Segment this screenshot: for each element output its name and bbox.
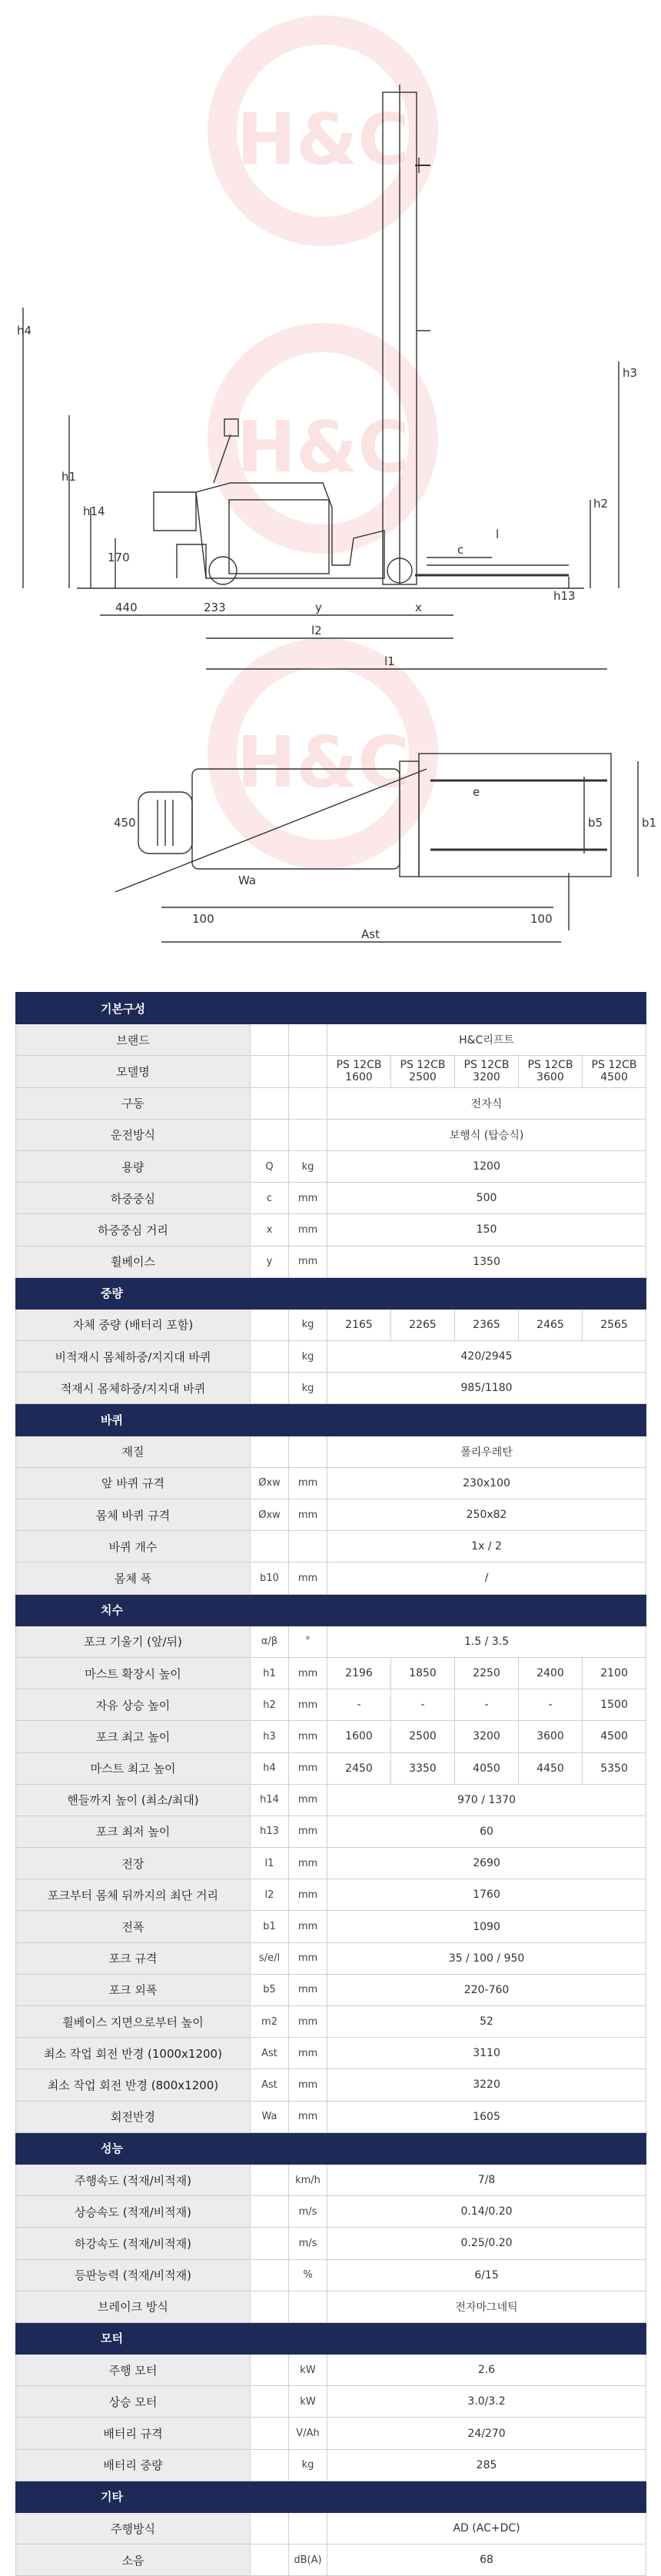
spec-label: 바퀴 개수 <box>16 1531 251 1563</box>
spec-value: 2.6 <box>327 2355 646 2386</box>
spec-value: 285 <box>327 2449 646 2481</box>
spec-value: 2565 <box>583 1309 646 1340</box>
spec-label: 핸들까지 높이 (최소/최대) <box>16 1784 251 1816</box>
spec-unit: mm <box>289 1214 327 1246</box>
dim-100-right: 100 <box>530 912 553 926</box>
spec-unit: mm <box>289 2006 327 2038</box>
spec-symbol <box>251 1341 289 1373</box>
dim-wa: Wa <box>238 874 257 887</box>
spec-label: 몸체 바퀴 규격 <box>16 1499 251 1531</box>
spec-label: 전장 <box>16 1848 251 1879</box>
spec-label: 자체 중량 (배터리 포함) <box>16 1309 251 1340</box>
spec-symbol: y <box>251 1246 289 1277</box>
spec-row <box>16 1942 646 1974</box>
spec-unit <box>289 2291 327 2322</box>
spec-row <box>16 2006 646 2038</box>
spec-label: 적재시 몸체하중/지지대 바퀴 <box>16 1373 251 1404</box>
spec-symbol: l1 <box>251 1848 289 1879</box>
spec-value: 2465 <box>519 1309 583 1340</box>
spec-symbol: l2 <box>251 1879 289 1911</box>
section-header <box>16 1404 646 1436</box>
dim-h4: h4 <box>17 324 32 338</box>
dim-h2: h2 <box>593 497 609 511</box>
spec-symbol: h14 <box>251 1784 289 1816</box>
spec-value: 0.14/0.20 <box>327 2196 646 2228</box>
spec-unit <box>289 1531 327 1563</box>
spec-label: 자유 상승 높이 <box>16 1689 251 1721</box>
spec-value: PS 12CB 1600 <box>327 1056 391 1087</box>
spec-symbol: c <box>251 1183 289 1214</box>
spec-unit: mm <box>289 1879 327 1911</box>
spec-value: 2500 <box>391 1721 455 1752</box>
spec-row <box>16 1214 646 1246</box>
spec-value: 1600 <box>327 1721 391 1752</box>
spec-unit: mm <box>289 1183 327 1214</box>
spec-label: 포크 최저 높이 <box>16 1816 251 1847</box>
spec-row <box>16 2291 646 2322</box>
spec-value: / <box>327 1563 646 1594</box>
spec-value: 4500 <box>583 1721 646 1752</box>
spec-value: 5350 <box>583 1752 646 1784</box>
spec-value: PS 12CB 2500 <box>391 1056 455 1087</box>
spec-label: 브레이크 방식 <box>16 2291 251 2322</box>
spec-label: 마스트 확장시 높이 <box>16 1657 251 1689</box>
spec-symbol: Øxw <box>251 1499 289 1531</box>
spec-label: 용량 <box>16 1150 251 1182</box>
spec-value: 2196 <box>327 1657 391 1689</box>
spec-value: - <box>455 1689 519 1721</box>
spec-row <box>16 1499 646 1531</box>
spec-symbol <box>251 2259 289 2291</box>
spec-unit <box>289 1087 327 1119</box>
section-header <box>16 2132 646 2164</box>
section-header <box>16 1594 646 1626</box>
spec-value: 24/270 <box>327 2418 646 2449</box>
spec-symbol: b5 <box>251 1974 289 2005</box>
section-header <box>16 1277 646 1309</box>
spec-value: 보행식 (탑승식) <box>327 1119 646 1150</box>
spec-row <box>16 1563 646 1594</box>
spec-row <box>16 2259 646 2291</box>
spec-value: 전자식 <box>327 1087 646 1119</box>
dim-c: c <box>457 543 464 557</box>
dim-h1: h1 <box>61 470 77 484</box>
dim-e: e <box>473 785 480 799</box>
spec-value: 7/8 <box>327 2164 646 2195</box>
spec-unit: kg <box>289 1150 327 1182</box>
spec-unit: mm <box>289 1752 327 1784</box>
spec-unit <box>289 1436 327 1467</box>
spec-value: 4450 <box>519 1752 583 1784</box>
spec-row <box>16 2101 646 2132</box>
spec-label: 포크 규격 <box>16 1942 251 1974</box>
spec-symbol: α/β <box>251 1626 289 1657</box>
watermark-logo: H&C <box>208 323 438 554</box>
spec-row <box>16 1879 646 1911</box>
spec-symbol <box>251 1436 289 1467</box>
spec-row <box>16 1531 646 1563</box>
spec-value: AD (AC+DC) <box>327 2513 646 2544</box>
spec-symbol <box>251 1373 289 1404</box>
spec-table <box>15 992 646 2576</box>
spec-row <box>16 1246 646 1277</box>
spec-label: 포크부터 몸체 뒤까지의 최단 거리 <box>16 1879 251 1911</box>
spec-label: 모델명 <box>16 1056 251 1087</box>
spec-value: 1850 <box>391 1657 455 1689</box>
spec-value: 2690 <box>327 1848 646 1879</box>
spec-row <box>16 1816 646 1847</box>
spec-value: 35 / 100 / 950 <box>327 1942 646 1974</box>
spec-unit: mm <box>289 2069 327 2101</box>
spec-label: 전폭 <box>16 1911 251 1942</box>
spec-label: 구동 <box>16 1087 251 1119</box>
spec-row <box>16 1689 646 1721</box>
spec-row <box>16 1119 646 1150</box>
spec-label: 하강속도 (적재/비적재) <box>16 2228 251 2259</box>
section-title: 기본구성 <box>16 993 646 1024</box>
spec-row <box>16 2513 646 2544</box>
spec-unit: mm <box>289 1974 327 2005</box>
spec-value: 1090 <box>327 1911 646 1942</box>
spec-value: 970 / 1370 <box>327 1784 646 1816</box>
spec-row <box>16 2228 646 2259</box>
spec-symbol: h4 <box>251 1752 289 1784</box>
spec-row <box>16 1341 646 1373</box>
spec-label: 포크 기울기 (앞/뒤) <box>16 1626 251 1657</box>
section-title: 성능 <box>16 2132 646 2164</box>
spec-symbol: Wa <box>251 2101 289 2132</box>
spec-symbol <box>251 1087 289 1119</box>
spec-label: 주행속도 (적재/비적재) <box>16 2164 251 2195</box>
spec-row <box>16 1657 646 1689</box>
spec-unit: mm <box>289 1499 327 1531</box>
spec-unit <box>289 1119 327 1150</box>
spec-row <box>16 1309 646 1340</box>
spec-unit: mm <box>289 1246 327 1277</box>
spec-symbol <box>251 1309 289 1340</box>
spec-value: - <box>327 1689 391 1721</box>
spec-row <box>16 1974 646 2005</box>
dim-l2: l2 <box>311 624 322 637</box>
spec-row <box>16 1087 646 1119</box>
spec-value: 2365 <box>455 1309 519 1340</box>
spec-label: 주행방식 <box>16 2513 251 2544</box>
spec-unit: kg <box>289 2449 327 2481</box>
spec-label: 주행 모터 <box>16 2355 251 2386</box>
spec-unit: kW <box>289 2355 327 2386</box>
spec-symbol: Q <box>251 1150 289 1182</box>
spec-symbol: x <box>251 1214 289 1246</box>
dim-450: 450 <box>114 816 136 830</box>
spec-unit <box>289 2513 327 2544</box>
spec-row <box>16 1911 646 1942</box>
section-title: 기타 <box>16 2481 646 2512</box>
watermark-logo: H&C <box>208 15 438 246</box>
spec-unit: mm <box>289 1816 327 1847</box>
spec-label: 최소 작업 회전 반경 (1000x1200) <box>16 2038 251 2069</box>
spec-unit: mm <box>289 1689 327 1721</box>
section-title: 치수 <box>16 1594 646 1626</box>
spec-symbol <box>251 2291 289 2322</box>
dim-b1: b1 <box>642 816 657 830</box>
spec-label: 배터리 규격 <box>16 2418 251 2449</box>
spec-symbol: h2 <box>251 1689 289 1721</box>
spec-unit: mm <box>289 1942 327 1974</box>
spec-value: 420/2945 <box>327 1341 646 1373</box>
spec-label: 비적재시 몸체하중/지지대 바퀴 <box>16 1341 251 1373</box>
spec-unit: ° <box>289 1626 327 1657</box>
spec-row <box>16 2069 646 2101</box>
spec-value: 2450 <box>327 1752 391 1784</box>
spec-value: 1200 <box>327 1150 646 1182</box>
section-title: 중량 <box>16 1277 646 1309</box>
spec-row <box>16 2544 646 2576</box>
spec-value: 3220 <box>327 2069 646 2101</box>
spec-value: 985/1180 <box>327 1373 646 1404</box>
technical-drawing <box>0 0 661 969</box>
spec-row <box>16 1848 646 1879</box>
spec-symbol <box>251 2355 289 2386</box>
spec-unit: V/Ah <box>289 2418 327 2449</box>
spec-value: 3350 <box>391 1752 455 1784</box>
spec-symbol <box>251 1024 289 1056</box>
spec-value: 1605 <box>327 2101 646 2132</box>
spec-row <box>16 2418 646 2449</box>
spec-value: 3600 <box>519 1721 583 1752</box>
spec-unit: m/s <box>289 2228 327 2259</box>
spec-label: 몸체 폭 <box>16 1563 251 1594</box>
spec-value: - <box>519 1689 583 1721</box>
spec-row <box>16 1056 646 1087</box>
section-header <box>16 2481 646 2512</box>
dim-b5: b5 <box>588 816 603 830</box>
spec-unit: kg <box>289 1373 327 1404</box>
spec-unit: mm <box>289 1848 327 1879</box>
spec-row <box>16 1721 646 1752</box>
spec-value: 1350 <box>327 1246 646 1277</box>
dim-h14: h14 <box>83 504 105 518</box>
spec-unit: mm <box>289 1911 327 1942</box>
dim-l1: l1 <box>384 654 395 668</box>
spec-value: 68 <box>327 2544 646 2576</box>
spec-value: 0.25/0.20 <box>327 2228 646 2259</box>
spec-label: 회전반경 <box>16 2101 251 2132</box>
spec-row <box>16 2196 646 2228</box>
dim-x: x <box>415 601 422 614</box>
forklift-diagram <box>0 0 661 969</box>
spec-label: 배터리 중량 <box>16 2449 251 2481</box>
dim-y: y <box>315 601 322 614</box>
spec-unit: mm <box>289 1721 327 1752</box>
dim-100-left: 100 <box>192 912 214 926</box>
spec-symbol <box>251 2513 289 2544</box>
spec-value: 2165 <box>327 1309 391 1340</box>
watermark-logo: H&C <box>208 638 438 869</box>
spec-value: 220-760 <box>327 1974 646 2005</box>
spec-symbol <box>251 2544 289 2576</box>
spec-value: 폴리우레탄 <box>327 1436 646 1467</box>
spec-value: 3200 <box>455 1721 519 1752</box>
spec-label: 등판능력 (적재/비적재) <box>16 2259 251 2291</box>
spec-symbol <box>251 1119 289 1150</box>
spec-value: 250x82 <box>327 1499 646 1531</box>
spec-label: 브랜드 <box>16 1024 251 1056</box>
spec-label: 상승 모터 <box>16 2386 251 2418</box>
spec-value: 6/15 <box>327 2259 646 2291</box>
spec-label: 앞 바퀴 규격 <box>16 1467 251 1499</box>
spec-value: H&C리프트 <box>327 1024 646 1056</box>
spec-symbol <box>251 1056 289 1087</box>
spec-symbol: h13 <box>251 1816 289 1847</box>
spec-label: 포크 최고 높이 <box>16 1721 251 1752</box>
spec-row <box>16 2449 646 2481</box>
spec-row <box>16 2164 646 2195</box>
spec-value: 3.0/3.2 <box>327 2386 646 2418</box>
spec-unit: % <box>289 2259 327 2291</box>
spec-unit: mm <box>289 1784 327 1816</box>
spec-row <box>16 2355 646 2386</box>
spec-value: 2265 <box>391 1309 455 1340</box>
spec-row <box>16 1752 646 1784</box>
spec-row <box>16 1150 646 1182</box>
spec-symbol: Ast <box>251 2069 289 2101</box>
spec-unit: mm <box>289 1563 327 1594</box>
spec-symbol: h3 <box>251 1721 289 1752</box>
spec-label: 소음 <box>16 2544 251 2576</box>
spec-value: 500 <box>327 1183 646 1214</box>
section-title: 모터 <box>16 2322 646 2354</box>
spec-value: 전자마그네틱 <box>327 2291 646 2322</box>
spec-value: 2400 <box>519 1657 583 1689</box>
spec-label: 하중중심 <box>16 1183 251 1214</box>
section-title: 바퀴 <box>16 1404 646 1436</box>
spec-value: - <box>391 1689 455 1721</box>
spec-label: 최소 작업 회전 반경 (800x1200) <box>16 2069 251 2101</box>
spec-unit: mm <box>289 1467 327 1499</box>
spec-label: 휠베이스 지면으로부터 높이 <box>16 2006 251 2038</box>
spec-symbol: s/e/l <box>251 1942 289 1974</box>
spec-row <box>16 1183 646 1214</box>
spec-value: 2250 <box>455 1657 519 1689</box>
spec-value: 60 <box>327 1816 646 1847</box>
spec-symbol: b10 <box>251 1563 289 1594</box>
dim-h3: h3 <box>623 366 638 380</box>
spec-row <box>16 1373 646 1404</box>
spec-row <box>16 2038 646 2069</box>
spec-row <box>16 2386 646 2418</box>
spec-value: 1760 <box>327 1879 646 1911</box>
spec-row <box>16 1467 646 1499</box>
spec-unit: mm <box>289 2038 327 2069</box>
spec-symbol <box>251 2386 289 2418</box>
spec-value: PS 12CB 4500 <box>583 1056 646 1087</box>
spec-unit: mm <box>289 1657 327 1689</box>
spec-value: 52 <box>327 2006 646 2038</box>
section-header <box>16 993 646 1024</box>
spec-label: 마스트 최고 높이 <box>16 1752 251 1784</box>
spec-symbol: Øxw <box>251 1467 289 1499</box>
spec-row <box>16 1436 646 1467</box>
dim-l: l <box>496 528 500 541</box>
dim-440: 440 <box>115 601 138 614</box>
spec-unit: kg <box>289 1341 327 1373</box>
spec-symbol <box>251 2449 289 2481</box>
spec-row <box>16 1784 646 1816</box>
spec-value: 1.5 / 3.5 <box>327 1626 646 1657</box>
spec-label: 운전방식 <box>16 1119 251 1150</box>
spec-symbol <box>251 1531 289 1563</box>
spec-row <box>16 1626 646 1657</box>
spec-value: PS 12CB 3600 <box>519 1056 583 1087</box>
spec-unit: km/h <box>289 2164 327 2195</box>
spec-symbol <box>251 2164 289 2195</box>
spec-symbol <box>251 2228 289 2259</box>
spec-unit: kW <box>289 2386 327 2418</box>
spec-unit <box>289 1056 327 1087</box>
spec-symbol: Ast <box>251 2038 289 2069</box>
dim-ast: Ast <box>361 927 380 941</box>
spec-symbol <box>251 2196 289 2228</box>
spec-value: 3110 <box>327 2038 646 2069</box>
spec-value: 1500 <box>583 1689 646 1721</box>
spec-symbol: m2 <box>251 2006 289 2038</box>
spec-row <box>16 1024 646 1056</box>
spec-unit: dB(A) <box>289 2544 327 2576</box>
dim-233: 233 <box>204 601 226 614</box>
spec-unit <box>289 1024 327 1056</box>
spec-value: 150 <box>327 1214 646 1246</box>
dim-170: 170 <box>108 551 130 564</box>
spec-unit: m/s <box>289 2196 327 2228</box>
section-header <box>16 2322 646 2354</box>
spec-label: 포크 외폭 <box>16 1974 251 2005</box>
spec-unit: mm <box>289 2101 327 2132</box>
spec-value: 2100 <box>583 1657 646 1689</box>
spec-label: 상승속도 (적재/비적재) <box>16 2196 251 2228</box>
spec-symbol: b1 <box>251 1911 289 1942</box>
spec-value: 1x / 2 <box>327 1531 646 1563</box>
spec-value: PS 12CB 3200 <box>455 1056 519 1087</box>
spec-label: 재질 <box>16 1436 251 1467</box>
spec-symbol: h1 <box>251 1657 289 1689</box>
spec-label: 하중중심 거리 <box>16 1214 251 1246</box>
spec-symbol <box>251 2418 289 2449</box>
spec-value: 230x100 <box>327 1467 646 1499</box>
spec-value: 4050 <box>455 1752 519 1784</box>
spec-unit: kg <box>289 1309 327 1340</box>
dim-h13: h13 <box>553 589 576 603</box>
spec-label: 휠베이스 <box>16 1246 251 1277</box>
